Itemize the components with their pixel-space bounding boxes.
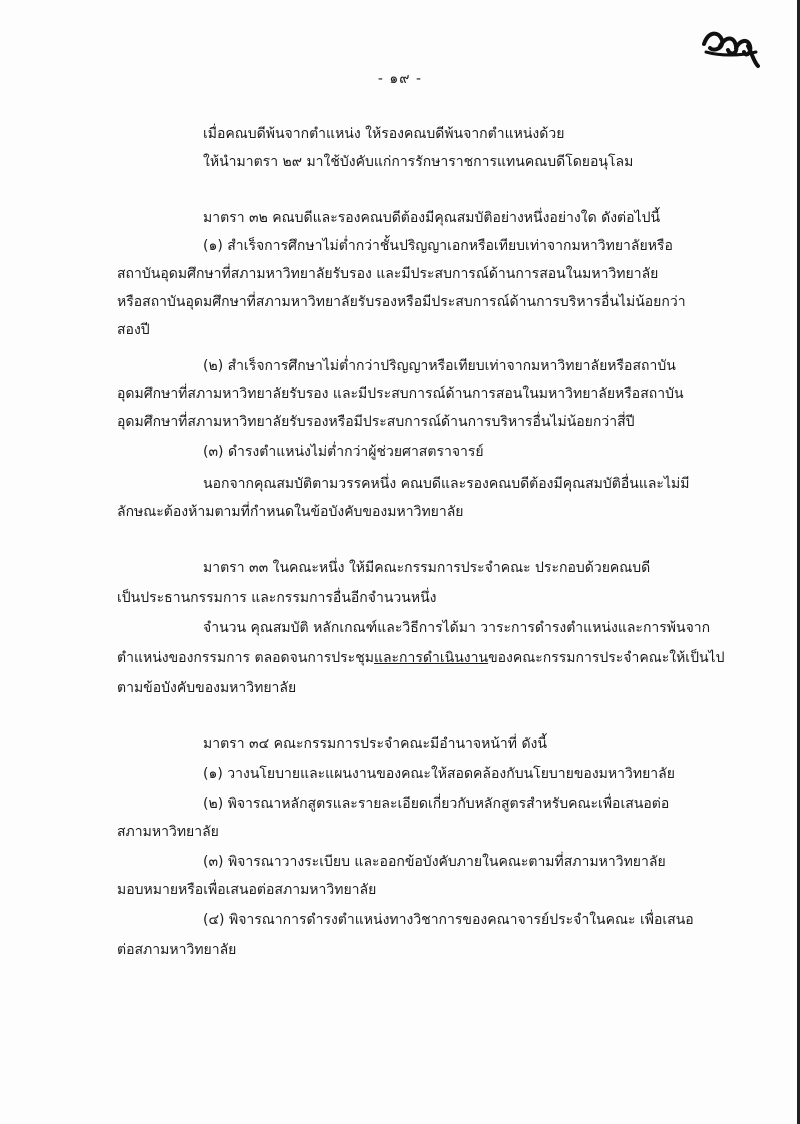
text-line: (๒) สำเร็จการศึกษาไม่ต่ำกว่าปริญญาหรือเทียบเท่าจากมหาวิทยาลัยหรือสถาบัน (203, 358, 676, 374)
text-line: สภามหาวิทยาลัย (117, 824, 219, 840)
text-line: ลักษณะต้องห้ามตามที่กำหนดในข้อบังคับของมหาวิทยาลัย (117, 504, 464, 520)
text-line: (๑) วางนโยบายและแผนงานของคณะให้สอดคล้องกับนโยบายของมหาวิทยาลัย (203, 766, 675, 782)
text-line: ตามข้อบังคับของมหาวิทยาลัย (117, 680, 297, 696)
text-line: (๑) สำเร็จการศึกษาไม่ต่ำกว่าชั้นปริญญาเอกหรือเทียบเท่าจากมหาวิทยาลัยหรือ (203, 238, 673, 254)
handwritten-page-mark (700, 22, 762, 70)
text-line: (๔) พิจารณาการดำรงตำแหน่งทางวิชาการของคณาจารย์ประจำในคณะ เพื่อเสนอ (203, 912, 694, 928)
text-line: อุดมศึกษาที่สภามหาวิทยาลัยรับรอง และมีประสบการณ์ด้านการสอนในมหาวิทยาลัยหรือสถาบัน (117, 386, 684, 402)
underlined-text: และการดำเนินงาน (373, 650, 489, 666)
text-line: หรือสถาบันอุดมศึกษาที่สภามหาวิทยาลัยรับรองหรือมีประสบการณ์ด้านการบริหารอื่นไม่น้อยกว่า (117, 294, 686, 310)
text-line: (๓) ดำรงตำแหน่งไม่ต่ำกว่าผู้ช่วยศาสตราจารย์ (203, 444, 484, 460)
text-line: มอบหมายหรือเพื่อเสนอต่อสภามหาวิทยาลัย (117, 882, 377, 898)
text-line: (๒) พิจารณาหลักสูตรและรายละเอียดเกี่ยวกับหลักสูตรสำหรับคณะเพื่อเสนอต่อ (203, 796, 670, 812)
text-line (117, 648, 724, 668)
text-line: เป็นประธานกรรมการ และกรรมการอื่นอีกจำนวนหนึ่ง (117, 590, 437, 606)
text-line: ต่อสภามหาวิทยาลัย (117, 942, 237, 958)
text-line: ให้นำมาตรา ๒๙ มาใช้บังคับแก่การรักษาราชการแทนคณบดีโดยอนุโลม (203, 154, 634, 170)
section-heading: มาตรา ๓๔ คณะกรรมการประจำคณะมีอำนาจหน้าที่ ดังนี้ (203, 736, 547, 752)
text-line: นอกจากคุณสมบัติตามวรรคหนึ่ง คณบดีและรองคณบดีต้องมีคุณสมบัติอื่นและไม่มี (203, 476, 690, 492)
section-heading: มาตรา ๓๓ ในคณะหนึ่ง ให้มีคณะกรรมการประจำคณะ ประกอบด้วยคณบดี (203, 560, 651, 576)
section-heading: มาตรา ๓๒ คณบดีและรองคณบดีต้องมีคุณสมบัติอย่างหนึ่งอย่างใด ดังต่อไปนี้ (203, 210, 661, 226)
text-line: อุดมศึกษาที่สภามหาวิทยาลัยรับรองหรือมีประสบการณ์ด้านการบริหารอื่นไม่น้อยกว่าสี่ปี (117, 414, 635, 430)
text-line: สถาบันอุดมศึกษาที่สภามหาวิทยาลัยรับรอง และมีประสบการณ์ด้านการสอนในมหาวิทยาลัย (117, 266, 659, 282)
page-number: - ๑๙ - (377, 71, 423, 87)
text-line: เมื่อคณบดีพ้นจากตำแหน่ง ให้รองคณบดีพ้นจากตำแหน่งด้วย (203, 126, 565, 142)
text-segment: ตำแหน่งของกรรมการ ตลอดจนการประชุม (117, 650, 374, 666)
text-line: (๓) พิจารณาวางระเบียบ และออกข้อบังคับภายในคณะตามที่สภามหาวิทยาลัย (203, 854, 666, 870)
text-segment: ของคณะกรรมการประจำคณะให้เป็นไป (488, 650, 725, 666)
text-line: สองปี (117, 322, 150, 338)
text-line: จำนวน คุณสมบัติ หลักเกณฑ์และวิธีการได้มา วาระการดำรงตำแหน่งและการพ้นจาก (203, 620, 711, 636)
